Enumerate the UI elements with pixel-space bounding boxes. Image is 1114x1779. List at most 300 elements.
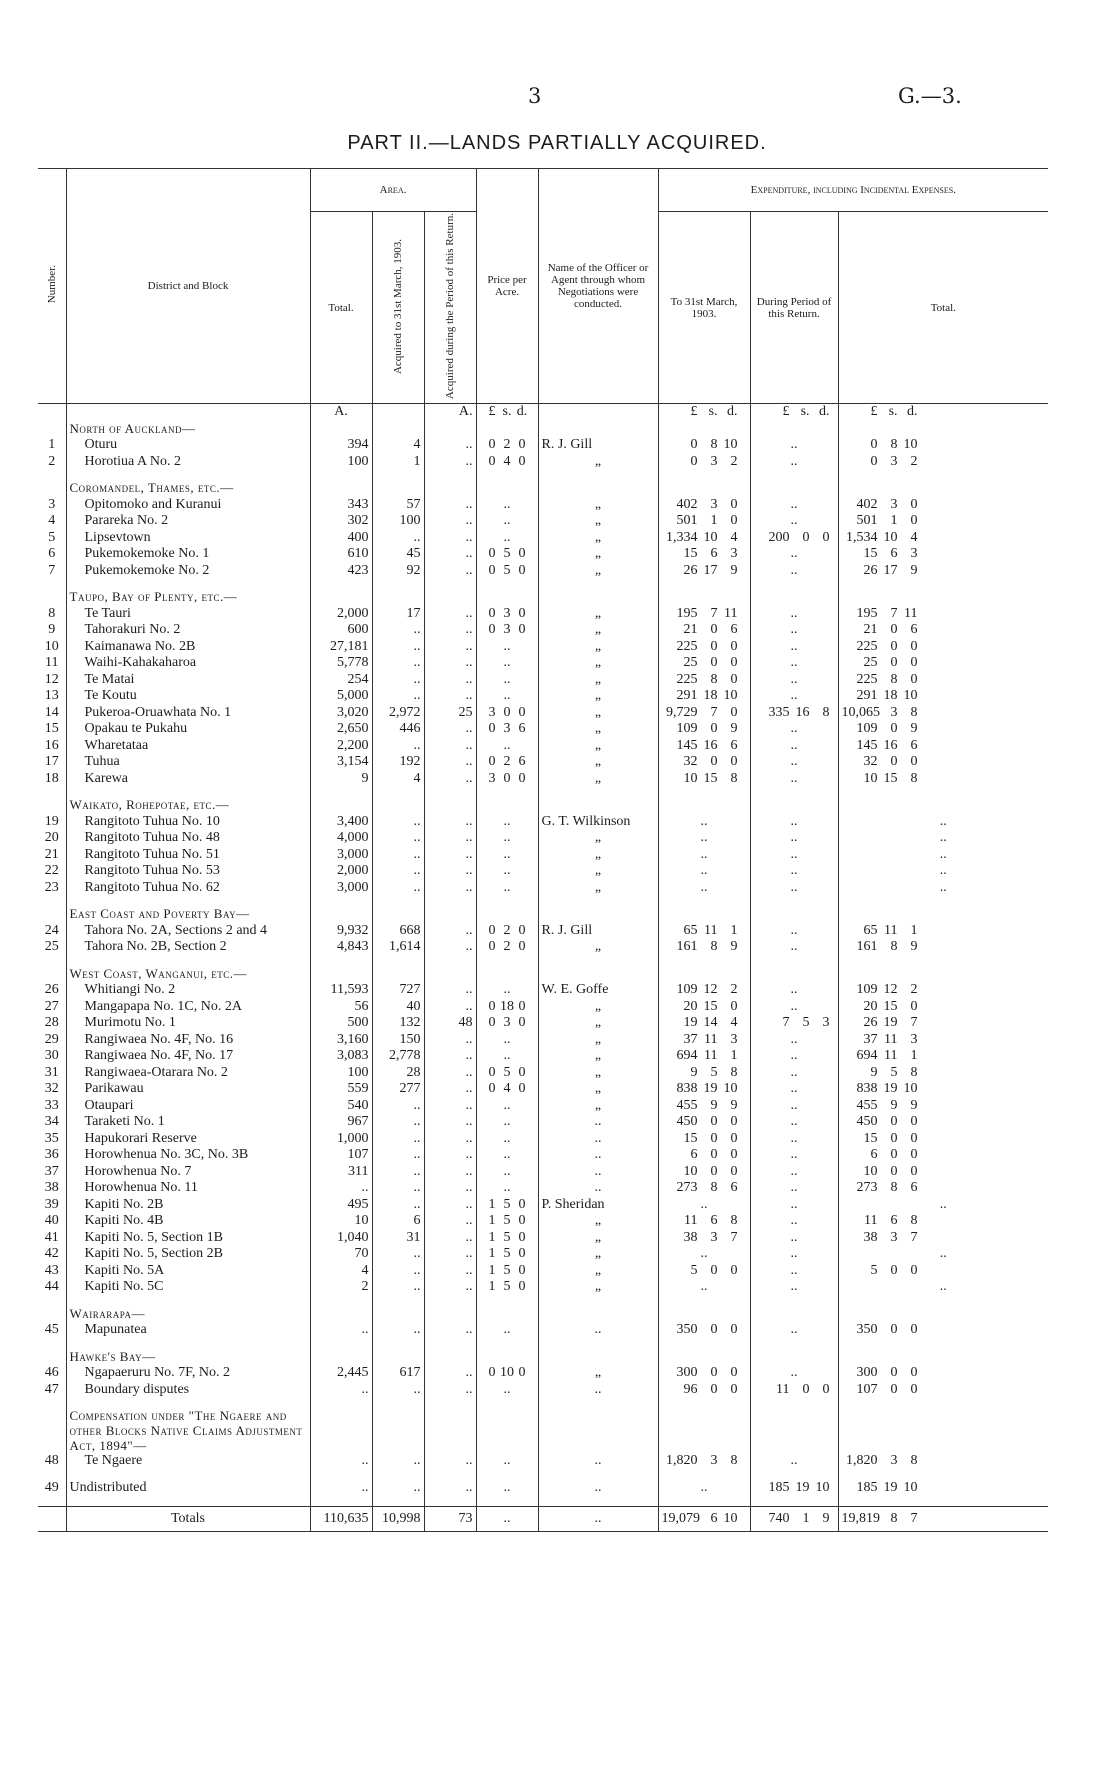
spacer-cell bbox=[424, 787, 476, 797]
row-number: 42 bbox=[44, 1246, 59, 1262]
row-area-total: 3,000 bbox=[310, 847, 372, 864]
section-blank bbox=[476, 797, 538, 814]
row-district: Kapiti No. 5A bbox=[66, 1263, 310, 1280]
row-number: 44 bbox=[44, 1279, 59, 1295]
spacer-cell bbox=[310, 1339, 372, 1349]
totals-exp-total: 19,819 8 7 bbox=[838, 1507, 1048, 1532]
row-acquired-during: .. bbox=[424, 1032, 476, 1049]
row-number: 43 bbox=[44, 1262, 59, 1278]
row-number: 41 bbox=[44, 1229, 59, 1245]
section-blank bbox=[372, 966, 424, 983]
row-acquired-to: .. bbox=[372, 880, 424, 897]
row-exp-to: 11 6 8 bbox=[658, 1213, 750, 1230]
row-number: 32 bbox=[44, 1081, 59, 1097]
units-exp-total: £ s. d. bbox=[838, 404, 1048, 421]
row-exp-to: .. bbox=[658, 814, 750, 831]
spacer-cell bbox=[38, 1470, 66, 1480]
spacer-cell bbox=[372, 787, 424, 797]
table-row bbox=[38, 655, 1048, 672]
row-acquired-to: .. bbox=[372, 847, 424, 864]
row-number: 24 bbox=[44, 922, 59, 938]
section-blank bbox=[658, 589, 750, 606]
row-price: .. bbox=[476, 1098, 538, 1115]
row-exp-to: 38 3 7 bbox=[658, 1230, 750, 1247]
row-area-total: 559 bbox=[310, 1081, 372, 1098]
row-district: Kaimanawa No. 2B bbox=[66, 639, 310, 656]
row-price: .. bbox=[476, 847, 538, 864]
section-blank bbox=[750, 966, 838, 983]
col-area-total: Total. bbox=[310, 212, 372, 404]
row-number: 4 bbox=[48, 513, 56, 529]
row-price: .. bbox=[476, 639, 538, 656]
row-acquired-to: .. bbox=[372, 1114, 424, 1131]
row-officer: „ bbox=[538, 606, 658, 623]
row-price: 0 2 6 bbox=[476, 754, 538, 771]
section-blank bbox=[538, 421, 658, 438]
section-blank bbox=[658, 797, 750, 814]
row-acquired-during: .. bbox=[424, 1180, 476, 1197]
table-row bbox=[38, 454, 1048, 471]
row-officer: „ bbox=[538, 513, 658, 530]
row-officer: „ bbox=[538, 830, 658, 847]
spacer-cell bbox=[476, 1398, 538, 1408]
table-row bbox=[38, 1032, 1048, 1049]
col-expenditure: Expenditure, including Incidental Expenses. bbox=[658, 169, 1048, 212]
section-blank bbox=[310, 1408, 372, 1453]
section-blank bbox=[424, 906, 476, 923]
row-price: .. bbox=[476, 814, 538, 831]
section-blank bbox=[538, 589, 658, 606]
row-acquired-during: .. bbox=[424, 1246, 476, 1263]
row-area-total: 3,400 bbox=[310, 814, 372, 831]
spacer-cell bbox=[658, 1398, 750, 1408]
row-acquired-to: 617 bbox=[372, 1365, 424, 1382]
row-exp-during: .. bbox=[750, 1032, 838, 1049]
row-number: 15 bbox=[44, 721, 59, 737]
row-district: Rangitoto Tuhua No. 48 bbox=[66, 830, 310, 847]
row-acquired-to: .. bbox=[372, 1279, 424, 1296]
spacer-cell bbox=[38, 956, 66, 966]
section-blank bbox=[476, 906, 538, 923]
spacer-cell bbox=[424, 470, 476, 480]
row-exp-total: 21 0 6 bbox=[838, 622, 1048, 639]
row-price: .. bbox=[476, 863, 538, 880]
row-exp-total: .. bbox=[838, 847, 1048, 864]
row-price: .. bbox=[476, 982, 538, 999]
page-number: 3 bbox=[528, 84, 542, 108]
row-area-total: .. bbox=[310, 1480, 372, 1497]
row-acquired-during: .. bbox=[424, 1279, 476, 1296]
table-row bbox=[38, 437, 1048, 454]
section-label: Coromandel, Thames, etc.— bbox=[66, 480, 310, 497]
row-officer: „ bbox=[538, 563, 658, 580]
spacer-cell bbox=[658, 1296, 750, 1306]
row-exp-during: 185 19 10 bbox=[750, 1480, 838, 1497]
row-exp-total: 26 19 7 bbox=[838, 1015, 1048, 1032]
row-acquired-during: .. bbox=[424, 1048, 476, 1065]
section-number bbox=[38, 1306, 66, 1323]
row-district: Parikawau bbox=[66, 1081, 310, 1098]
row-number: 31 bbox=[44, 1064, 59, 1080]
spacer-cell bbox=[66, 956, 310, 966]
spacer-cell bbox=[424, 896, 476, 906]
row-acquired-during: .. bbox=[424, 1164, 476, 1181]
totals-exp-during: 740 1 9 bbox=[750, 1507, 838, 1532]
row-area-total: 2,000 bbox=[310, 863, 372, 880]
row-number: 39 bbox=[44, 1196, 59, 1212]
row-exp-to: 450 0 0 bbox=[658, 1114, 750, 1131]
section-blank bbox=[476, 421, 538, 438]
spacer-row bbox=[38, 1339, 1048, 1349]
table-row bbox=[38, 1365, 1048, 1382]
row-officer: „ bbox=[538, 688, 658, 705]
row-exp-to: 19 14 4 bbox=[658, 1015, 750, 1032]
section-blank bbox=[750, 589, 838, 606]
row-price: 3 0 0 bbox=[476, 705, 538, 722]
row-exp-total: 838 19 10 bbox=[838, 1081, 1048, 1098]
row-exp-total: 195 7 11 bbox=[838, 606, 1048, 623]
row-acquired-during: .. bbox=[424, 1480, 476, 1497]
table-row bbox=[38, 1081, 1048, 1098]
col-acquired-to: Acquired to 31st March, 1903. bbox=[372, 212, 424, 404]
row-district: Kapiti No. 5, Section 1B bbox=[66, 1230, 310, 1247]
section-blank bbox=[476, 1408, 538, 1453]
spacer-cell bbox=[750, 896, 838, 906]
spacer-cell bbox=[38, 1398, 66, 1408]
spacer-cell bbox=[38, 1496, 66, 1507]
row-exp-to: 6 0 0 bbox=[658, 1147, 750, 1164]
row-district: Tuhua bbox=[66, 754, 310, 771]
section-blank bbox=[424, 480, 476, 497]
row-officer: „ bbox=[538, 1081, 658, 1098]
row-price: 0 4 0 bbox=[476, 1081, 538, 1098]
row-district: Parareka No. 2 bbox=[66, 513, 310, 530]
row-acquired-during: .. bbox=[424, 563, 476, 580]
section-blank bbox=[750, 1349, 838, 1366]
row-officer: .. bbox=[538, 1147, 658, 1164]
row-exp-total: .. bbox=[838, 830, 1048, 847]
row-acquired-during: .. bbox=[424, 847, 476, 864]
row-exp-to: 402 3 0 bbox=[658, 497, 750, 514]
spacer-cell bbox=[838, 956, 1048, 966]
section-blank bbox=[424, 1408, 476, 1453]
row-price: 0 4 0 bbox=[476, 454, 538, 471]
row-acquired-to: .. bbox=[372, 1147, 424, 1164]
row-price: 0 2 0 bbox=[476, 923, 538, 940]
row-acquired-to: .. bbox=[372, 688, 424, 705]
row-officer: „ bbox=[538, 738, 658, 755]
row-officer: „ bbox=[538, 530, 658, 547]
row-acquired-to: 150 bbox=[372, 1032, 424, 1049]
row-number: 26 bbox=[44, 982, 59, 998]
row-officer: „ bbox=[538, 1015, 658, 1032]
section-blank bbox=[310, 1349, 372, 1366]
table-row bbox=[38, 1147, 1048, 1164]
row-exp-total: 15 6 3 bbox=[838, 546, 1048, 563]
row-exp-during: .. bbox=[750, 655, 838, 672]
row-district: Kapiti No. 4B bbox=[66, 1213, 310, 1230]
row-number: 19 bbox=[44, 813, 59, 829]
row-number: 8 bbox=[48, 605, 56, 621]
table-row bbox=[38, 754, 1048, 771]
row-price: 0 3 0 bbox=[476, 622, 538, 639]
row-officer: „ bbox=[538, 754, 658, 771]
row-area-total: .. bbox=[310, 1453, 372, 1470]
row-district: Te Matai bbox=[66, 672, 310, 689]
section-blank bbox=[658, 966, 750, 983]
row-district: Waihi-Kahakaharoa bbox=[66, 655, 310, 672]
units-acres-2: A. bbox=[424, 404, 476, 421]
row-area-total: 1,040 bbox=[310, 1230, 372, 1247]
row-district: Kapiti No. 5, Section 2B bbox=[66, 1246, 310, 1263]
row-exp-to: 501 1 0 bbox=[658, 513, 750, 530]
section-blank bbox=[658, 906, 750, 923]
spacer-cell bbox=[538, 1496, 658, 1507]
section-blank bbox=[310, 421, 372, 438]
row-area-total: 4,843 bbox=[310, 939, 372, 956]
table-row bbox=[38, 847, 1048, 864]
row-exp-during: .. bbox=[750, 1180, 838, 1197]
section-number bbox=[38, 480, 66, 497]
row-exp-to: 273 8 6 bbox=[658, 1180, 750, 1197]
row-price: .. bbox=[476, 1322, 538, 1339]
row-exp-during: .. bbox=[750, 1279, 838, 1296]
row-acquired-to: 28 bbox=[372, 1065, 424, 1082]
spacer-row bbox=[38, 1296, 1048, 1306]
row-price: .. bbox=[476, 880, 538, 897]
table-row bbox=[38, 622, 1048, 639]
row-exp-total: 145 16 6 bbox=[838, 738, 1048, 755]
row-exp-during: .. bbox=[750, 721, 838, 738]
row-district: Horotiua A No. 2 bbox=[66, 454, 310, 471]
row-area-total: 2,445 bbox=[310, 1365, 372, 1382]
spacer-cell bbox=[424, 1296, 476, 1306]
col-officer: Name of the Officer or Agent through whom Negotiations were conducted. bbox=[538, 169, 658, 404]
section-blank bbox=[476, 966, 538, 983]
table-row bbox=[38, 1322, 1048, 1339]
row-acquired-to: 446 bbox=[372, 721, 424, 738]
row-price: .. bbox=[476, 655, 538, 672]
section-blank bbox=[538, 797, 658, 814]
row-area-total: 400 bbox=[310, 530, 372, 547]
spacer-cell bbox=[38, 470, 66, 480]
row-district: Rangitoto Tuhua No. 53 bbox=[66, 863, 310, 880]
spacer-row bbox=[38, 1398, 1048, 1408]
spacer-row bbox=[38, 896, 1048, 906]
row-district: Pukeroa-Oruawhata No. 1 bbox=[66, 705, 310, 722]
row-acquired-to: 40 bbox=[372, 999, 424, 1016]
spacer-cell bbox=[750, 787, 838, 797]
spacer-cell bbox=[38, 896, 66, 906]
row-district: Mangapapa No. 1C, No. 2A bbox=[66, 999, 310, 1016]
row-exp-during: .. bbox=[750, 563, 838, 580]
section-heading bbox=[38, 421, 1048, 438]
row-area-total: 3,154 bbox=[310, 754, 372, 771]
spacer-cell bbox=[372, 896, 424, 906]
row-acquired-during: .. bbox=[424, 738, 476, 755]
row-area-total: .. bbox=[310, 1382, 372, 1399]
spacer-cell bbox=[476, 787, 538, 797]
row-acquired-during: .. bbox=[424, 1365, 476, 1382]
row-number: 10 bbox=[44, 638, 59, 654]
row-officer: W. E. Goffe bbox=[538, 982, 658, 999]
row-price: 0 18 0 bbox=[476, 999, 538, 1016]
row-area-total: 254 bbox=[310, 672, 372, 689]
col-price: Price per Acre. bbox=[476, 169, 538, 404]
table-row bbox=[38, 546, 1048, 563]
row-acquired-to: 132 bbox=[372, 1015, 424, 1032]
spacer-cell bbox=[66, 896, 310, 906]
row-exp-to: 21 0 6 bbox=[658, 622, 750, 639]
row-area-total: .. bbox=[310, 1322, 372, 1339]
row-price: .. bbox=[476, 830, 538, 847]
row-exp-during: .. bbox=[750, 497, 838, 514]
spacer-cell bbox=[658, 956, 750, 966]
section-blank bbox=[476, 589, 538, 606]
row-exp-to: 15 6 3 bbox=[658, 546, 750, 563]
row-area-total: 5,778 bbox=[310, 655, 372, 672]
row-number: 49 bbox=[44, 1479, 59, 1495]
row-exp-during: .. bbox=[750, 754, 838, 771]
row-price: 0 2 0 bbox=[476, 437, 538, 454]
row-exp-during: .. bbox=[750, 454, 838, 471]
row-district: Horowhenua No. 11 bbox=[66, 1180, 310, 1197]
row-acquired-to: .. bbox=[372, 530, 424, 547]
spacer-cell bbox=[424, 1398, 476, 1408]
table-row bbox=[38, 1213, 1048, 1230]
row-acquired-during: .. bbox=[424, 1453, 476, 1470]
table-row bbox=[38, 1382, 1048, 1399]
row-district: Otaupari bbox=[66, 1098, 310, 1115]
row-exp-to: .. bbox=[658, 863, 750, 880]
row-price: 0 3 0 bbox=[476, 606, 538, 623]
table-row bbox=[38, 1114, 1048, 1131]
row-area-total: 107 bbox=[310, 1147, 372, 1164]
row-district: Kapiti No. 2B bbox=[66, 1197, 310, 1214]
section-blank bbox=[372, 1408, 424, 1453]
section-number bbox=[38, 421, 66, 438]
row-number: 47 bbox=[44, 1381, 59, 1397]
section-blank bbox=[372, 797, 424, 814]
row-acquired-during: .. bbox=[424, 655, 476, 672]
col-exp-during: During Period of this Return. bbox=[750, 212, 838, 404]
row-officer: „ bbox=[538, 1230, 658, 1247]
table-row bbox=[38, 1098, 1048, 1115]
spacer-cell bbox=[750, 579, 838, 589]
row-acquired-to: 57 bbox=[372, 497, 424, 514]
section-blank bbox=[310, 1306, 372, 1323]
row-officer: „ bbox=[538, 1032, 658, 1049]
totals-label: Totals bbox=[66, 1507, 310, 1532]
row-exp-to: 9 5 8 bbox=[658, 1065, 750, 1082]
row-number: 18 bbox=[44, 770, 59, 786]
row-district: Opakau te Pukahu bbox=[66, 721, 310, 738]
section-blank bbox=[838, 797, 1048, 814]
spacer-cell bbox=[838, 1296, 1048, 1306]
row-number: 16 bbox=[44, 737, 59, 753]
row-exp-during: .. bbox=[750, 830, 838, 847]
row-area-total: 2 bbox=[310, 1279, 372, 1296]
row-acquired-to: .. bbox=[372, 1480, 424, 1497]
row-district: Horowhenua No. 7 bbox=[66, 1164, 310, 1181]
row-area-total: 100 bbox=[310, 1065, 372, 1082]
row-exp-to: 32 0 0 bbox=[658, 754, 750, 771]
row-number: 37 bbox=[44, 1163, 59, 1179]
row-area-total: 423 bbox=[310, 563, 372, 580]
col-exp-total: Total. bbox=[838, 212, 1048, 404]
row-officer: „ bbox=[538, 1098, 658, 1115]
row-number: 45 bbox=[44, 1322, 59, 1338]
row-price: .. bbox=[476, 1382, 538, 1399]
spacer-cell bbox=[658, 896, 750, 906]
row-exp-total: .. bbox=[838, 814, 1048, 831]
row-exp-to: 15 0 0 bbox=[658, 1131, 750, 1148]
section-blank bbox=[750, 797, 838, 814]
row-price: .. bbox=[476, 1147, 538, 1164]
row-number: 38 bbox=[44, 1180, 59, 1196]
section-number bbox=[38, 797, 66, 814]
spacer-cell bbox=[310, 470, 372, 480]
units-exp-to: £ s. d. bbox=[658, 404, 750, 421]
spacer-cell bbox=[476, 1470, 538, 1480]
row-exp-total: 32 0 0 bbox=[838, 754, 1048, 771]
row-officer: .. bbox=[538, 1114, 658, 1131]
section-blank bbox=[310, 906, 372, 923]
row-district: Whitiangi No. 2 bbox=[66, 982, 310, 999]
row-price: .. bbox=[476, 672, 538, 689]
totals-acquired-to: 10,998 bbox=[372, 1507, 424, 1532]
row-acquired-to: 727 bbox=[372, 982, 424, 999]
row-officer: „ bbox=[538, 672, 658, 689]
row-acquired-during: .. bbox=[424, 1197, 476, 1214]
row-area-total: 11,593 bbox=[310, 982, 372, 999]
section-blank bbox=[538, 480, 658, 497]
row-acquired-to: 1,614 bbox=[372, 939, 424, 956]
spacer-cell bbox=[658, 579, 750, 589]
spacer-cell bbox=[310, 1398, 372, 1408]
row-number: 48 bbox=[44, 1453, 59, 1469]
row-exp-to: .. bbox=[658, 880, 750, 897]
row-exp-total: 1,534 10 4 bbox=[838, 530, 1048, 547]
row-price: 1 5 0 bbox=[476, 1279, 538, 1296]
table-row bbox=[38, 530, 1048, 547]
row-district: Wharetataa bbox=[66, 738, 310, 755]
section-blank bbox=[658, 421, 750, 438]
spacer-cell bbox=[66, 1496, 310, 1507]
section-heading bbox=[38, 797, 1048, 814]
row-exp-during: .. bbox=[750, 1246, 838, 1263]
row-exp-total: 501 1 0 bbox=[838, 513, 1048, 530]
spacer-cell bbox=[658, 1470, 750, 1480]
spacer-cell bbox=[66, 787, 310, 797]
spacer-cell bbox=[66, 1470, 310, 1480]
row-acquired-to: .. bbox=[372, 1197, 424, 1214]
row-price: .. bbox=[476, 1164, 538, 1181]
row-exp-to: 0 8 10 bbox=[658, 437, 750, 454]
row-exp-to: 350 0 0 bbox=[658, 1322, 750, 1339]
row-exp-total: 6 0 0 bbox=[838, 1147, 1048, 1164]
col-number: Number. bbox=[45, 265, 58, 304]
totals-price: .. bbox=[476, 1507, 538, 1532]
spacer-cell bbox=[372, 1339, 424, 1349]
row-acquired-during: .. bbox=[424, 546, 476, 563]
row-officer: „ bbox=[538, 705, 658, 722]
row-exp-to: 1,334 10 4 bbox=[658, 530, 750, 547]
row-acquired-during: .. bbox=[424, 1322, 476, 1339]
row-exp-during: 335 16 8 bbox=[750, 705, 838, 722]
row-exp-total: 37 11 3 bbox=[838, 1032, 1048, 1049]
section-label: East Coast and Poverty Bay— bbox=[66, 906, 310, 923]
